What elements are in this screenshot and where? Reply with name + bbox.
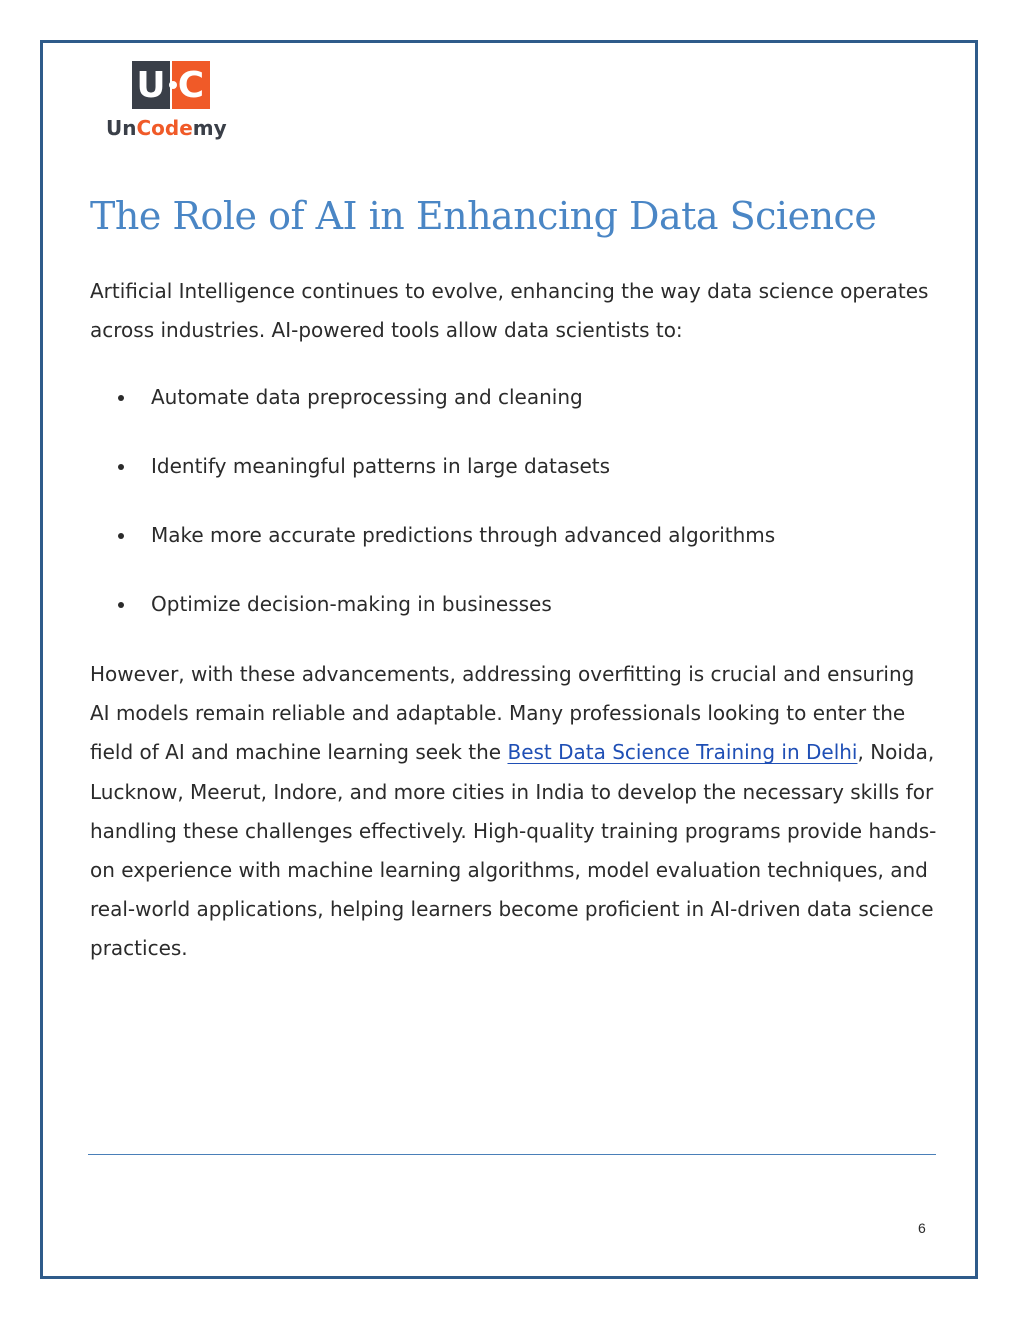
list-item [90, 378, 940, 447]
logo-wordmark [106, 116, 227, 140]
body-text-before-link: However, with these advancements, addressing overfitting is crucial and ensuring AI models remain reliable and adaptable. Many professionals looking to enter the field of AI and machine learning seek the [90, 662, 915, 765]
uncodemy-logo [106, 61, 236, 141]
body-text-after-link: , Noida, Lucknow, Meerut, Indore, and more cities in India to develop the necessary skills for handling these challenges effectively. High-quality training programs provide hands-on experience with machine learning algorithms, model evaluation techniques, and real-world applications, helping learners become proficient in AI-driven data science practices. [90, 740, 937, 961]
list-item [90, 447, 940, 516]
list-item-text: Identify meaningful patterns in large datasets [151, 454, 611, 478]
bullet-dot-icon [118, 395, 124, 401]
list-item-text: Optimize decision-making in businesses [151, 592, 552, 616]
bullet-dot-icon [118, 602, 124, 608]
logo-dot [169, 81, 177, 89]
bullet-list [90, 378, 940, 654]
bullet-dot-icon [118, 464, 124, 470]
logo-word-part: Code [136, 116, 193, 140]
logo-letter-u: U [132, 61, 170, 109]
logo-mark [132, 61, 212, 113]
data-science-training-link[interactable]: Best Data Science Training in Delhi [507, 740, 858, 765]
list-item-text: Make more accurate predictions through advanced algorithms [151, 523, 776, 547]
list-item [90, 516, 940, 585]
page-number: 6 [918, 1220, 926, 1236]
page-title: The Role of AI in Enhancing Data Science [90, 194, 877, 238]
footer-divider [88, 1154, 936, 1155]
list-item-text: Automate data preprocessing and cleaning [151, 385, 583, 409]
logo-word-part: Un [106, 116, 137, 140]
body-paragraph [90, 655, 940, 969]
intro-paragraph: Artificial Intelligence continues to evolve, enhancing the way data science operates across industries. AI-powered tools allow data scientists to: [90, 279, 929, 342]
bullet-dot-icon [118, 533, 124, 539]
logo-word-part: my [192, 116, 227, 140]
list-item [90, 585, 940, 654]
logo-letter-c: C [172, 61, 210, 109]
